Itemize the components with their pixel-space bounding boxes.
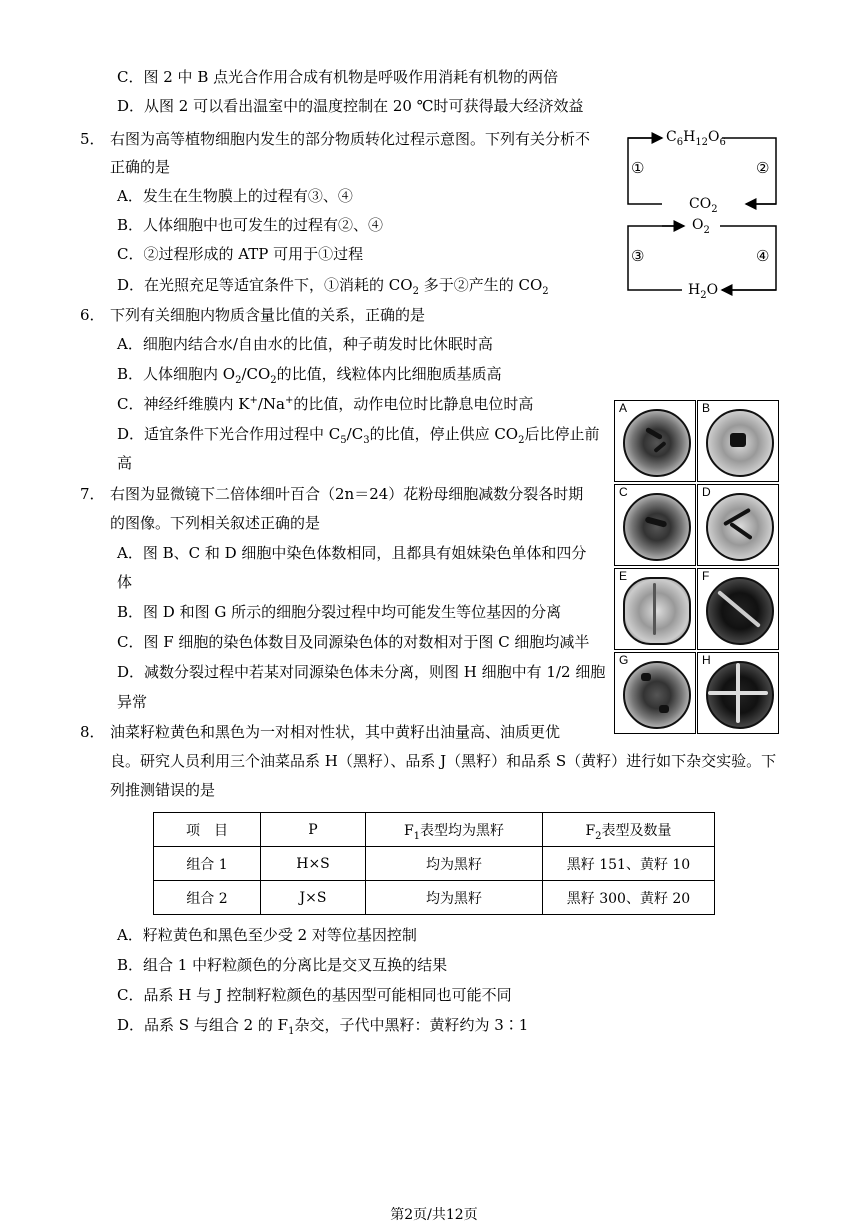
q6-option-b: B．人体细胞内 $O_2/CO_2$的比值，线粒体内比细胞质基质高: [117, 365, 502, 386]
q6-option-d-line2: 高: [117, 454, 133, 472]
micrograph-b-label: B: [702, 401, 711, 415]
q8-stem-line2: 良。研究人员利用三个油菜品系 H（黑籽）、品系 J（黑籽）和品系 S（黄籽）进行如下杂交实验。下: [110, 752, 777, 770]
q5-number: 5．: [80, 130, 105, 148]
micrograph-f: [697, 568, 779, 650]
q7-option-c: C．图 F 细胞的染色体数目及同源染色体的对数相对于图 C 细胞均减半: [117, 633, 590, 651]
q6-option-b-part2: /CO: [241, 365, 271, 383]
cell-a-image: [623, 409, 691, 477]
micrograph-b: [697, 400, 779, 482]
q6-option-a: A．细胞内结合水/自由水的比值，种子萌发时比休眠时高: [117, 335, 493, 353]
q5-stem-line1: 右图为高等植物细胞内发生的部分物质转化过程示意图。下列有关分析不: [110, 130, 591, 148]
row2-f2: 黑籽 300、黄籽 20: [543, 881, 715, 915]
process-2-label: ②: [756, 159, 770, 177]
micrograph-h-label: H: [702, 653, 711, 667]
q7-option-d: D．减数分裂过程中若某对同源染色体未分离，则图 H 细胞中有 1/2 细胞: [117, 663, 606, 681]
o2-label: $O_2$: [692, 217, 710, 236]
q6-option-c-part1: C．神经纤维膜内 K: [117, 395, 250, 413]
process-4-label: ④: [756, 247, 770, 265]
cell-h-image: [706, 661, 774, 729]
micrograph-a-label: A: [619, 401, 628, 415]
q5-option-d: D．在光照充足等适宜条件下，①消耗的 $CO_2$ 多于②产生的 $CO_2$: [117, 276, 549, 297]
glucose-label: $C_6H_{12}O_6$: [666, 129, 726, 148]
table-row: [154, 847, 715, 881]
micrograph-e-label: E: [619, 569, 628, 583]
q6-option-b-part3: 的比值，线粒体内比细胞质基质高: [276, 365, 502, 383]
q8-stem-line3: 列推测错误的是: [110, 781, 216, 799]
header-p: P: [261, 813, 366, 847]
micrograph-a: [614, 400, 696, 482]
q8-option-a: A．籽粒黄色和黑色至少受 2 对等位基因控制: [117, 926, 417, 944]
header-item: 项 目: [154, 813, 261, 847]
q6-option-d-part3: 的比值，停止供应 CO: [369, 425, 519, 443]
header-f2: $F_2$表型及数量: [543, 813, 715, 847]
co2-label: $CO_2$: [689, 196, 718, 215]
q5-stem-line2: 正确的是: [110, 158, 171, 176]
q6-option-b-part1: B．人体细胞内 O: [117, 365, 236, 383]
q7-option-a: A．图 B、C 和 D 细胞中染色体数相同，且都具有姐妹染色单体和四分: [117, 544, 587, 562]
row2-name: 组合 2: [154, 881, 261, 915]
q6-option-c-part2: /Na: [257, 395, 285, 413]
micrograph-d-label: D: [702, 485, 711, 499]
q5-option-d-part1: D．在光照充足等适宜条件下，①消耗的 CO: [117, 276, 413, 294]
q6-option-d-part4: 后比停止前: [524, 425, 600, 443]
q7-number: 7．: [80, 485, 105, 503]
table-header-row: [154, 813, 715, 847]
q8-option-c: C．品系 H 与 J 控制籽粒颜色的基因型可能相同也可能不同: [117, 986, 512, 1004]
header-f1-prefix: F: [403, 822, 414, 839]
table-row: [154, 881, 715, 915]
page-footer: 第2页/共12页: [390, 1207, 478, 1223]
q8-option-b: B．组合 1 中籽粒颜色的分离比是交叉互换的结果: [117, 956, 448, 974]
micrograph-g-label: G: [619, 653, 629, 667]
row1-name: 组合 1: [154, 847, 261, 881]
q7-stem-line1: 右图为显微镜下二倍体细叶百合（2n＝24）花粉母细胞减数分裂各时期: [110, 485, 584, 503]
q6-option-c: C．神经纤维膜内 K+/Na+的比值，动作电位时比静息电位时高: [117, 395, 534, 413]
q8-stem-line1: 油菜籽粒黄色和黑色为一对相对性状，其中黄籽出油量高、油质更优: [110, 723, 561, 741]
micrograph-e: [614, 568, 696, 650]
micrograph-c-label: C: [619, 485, 628, 499]
micrograph-f-label: F: [702, 569, 710, 583]
micrograph-c: [614, 484, 696, 566]
row1-p: H×S: [261, 847, 366, 881]
row2-f1: 均为黑籽: [366, 881, 543, 915]
q4-option-c: C．图 2 中 B 点光合作用合成有机物是呼吸作用消耗有机物的两倍: [117, 68, 559, 86]
q5-option-a: A．发生在生物膜上的过程有③、④: [117, 187, 353, 205]
q8-option-d-part1: D．品系 S 与组合 2 的 F: [117, 1016, 289, 1034]
header-f2-text: 表型及数量: [601, 822, 672, 839]
q8-number: 8．: [80, 723, 105, 741]
header-f1: $F_1$表型均为黑籽: [366, 813, 543, 847]
q7-option-d-line2: 异常: [117, 693, 148, 711]
q8-option-d-part2: 杂交，子代中黑籽：黄籽约为 3∶1: [294, 1016, 529, 1034]
diagram-arrows: [622, 128, 782, 304]
process-3-label: ③: [631, 247, 645, 265]
q6-option-d-part1: D．适宜条件下光合作用过程中 C: [117, 425, 341, 443]
q6-option-c-part3: 的比值，动作电位时比静息电位时高: [293, 395, 534, 413]
q7-option-a-line2: 体: [117, 573, 133, 591]
process-1-label: ①: [631, 159, 645, 177]
q7-stem-line2: 的图像。下列相关叙述正确的是: [110, 514, 321, 532]
q6-option-d-part2: /C: [346, 425, 364, 443]
header-f1-text: 表型均为黑籽: [420, 822, 505, 839]
q5-option-c: C．②过程形成的 ATP 可用于①过程: [117, 245, 364, 263]
micrograph-d: [697, 484, 779, 566]
cross-experiment-table: [153, 812, 715, 915]
row1-f2: 黑籽 151、黄籽 10: [543, 847, 715, 881]
cell-e-image: [623, 577, 691, 645]
metabolism-diagram: [622, 128, 782, 304]
q5-option-b: B．人体细胞中也可发生的过程有②、④: [117, 216, 384, 234]
row2-p: J×S: [261, 881, 366, 915]
q4-option-d: D．从图 2 可以看出温室中的温度控制在 20 ℃时可获得最大经济效益: [117, 97, 584, 115]
q5-option-d-part2: 多于②产生的 CO: [418, 276, 543, 294]
micrograph-h: [697, 652, 779, 734]
cell-c-image: [623, 493, 691, 561]
cell-g-image: [623, 661, 691, 729]
q6-option-d: D．适宜条件下光合作用过程中 $C_5/C_3$的比值，停止供应 $CO_2$后比停止前: [117, 425, 600, 446]
h2o-label: $H_2O$: [688, 282, 719, 301]
q6-stem: 下列有关细胞内物质含量比值的关系，正确的是: [110, 306, 426, 324]
q6-number: 6．: [80, 306, 105, 324]
header-f2-prefix: F: [585, 822, 596, 839]
q7-option-b: B．图 D 和图 G 所示的细胞分裂过程中均可能发生等位基因的分离: [117, 603, 562, 621]
micrograph-g: [614, 652, 696, 734]
row1-f1: 均为黑籽: [366, 847, 543, 881]
q8-option-d: D．品系 S 与组合 2 的 $F_1$杂交，子代中黑籽：黄籽约为 3∶1: [117, 1016, 529, 1037]
